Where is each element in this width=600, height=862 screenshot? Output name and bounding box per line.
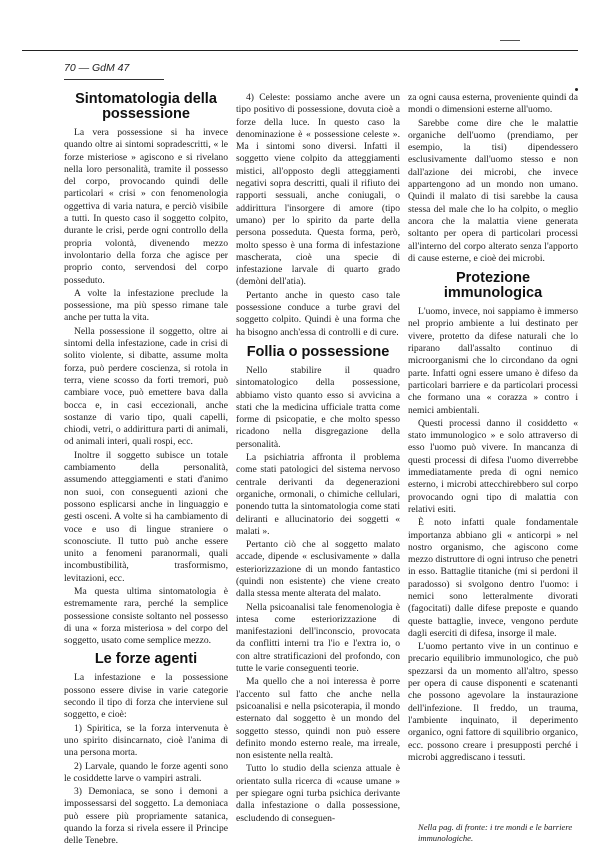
section-heading-sintomatologia: Sintomatologia della possessione (75, 91, 217, 122)
section-heading-follia: Follia o possessione (246, 343, 390, 360)
list-item: 1) Spiritica, se la forza intervenuta è uno spirito disincarnato, cioè l'anima di una persona morta. (64, 722, 228, 759)
paragraph: 4) Celeste: possiamo anche avere un tipo positivo di possessione, dovuta cioè a forze della luce. In questo caso la denominazione è « possessione celeste ». Ma i sintomi sono diversi. Infatti il soggetto viene colpito da atteggiamenti mistici, all'opposto degli atteggiamenti negativi sopra descritti, quali il rifiuto dei rapporti sessuali, anche coniugali, o addirittura l'insorgere di amore (tipo umano) per lo spirito da parte della persona posseduta. Questa forma, però, molto spesso è una forma di infestazione mascherata, cioè una specie di infestazione larvale di quarto grado (demòni dell'atia). (236, 92, 400, 288)
paragraph: La vera possessione si ha invece quando oltre ai sintomi sopradescritti, « le forze misteriose » agiscono e si rivelano nella loro personalità, tramite il possesso del corpo, provocando quindi delle particolari « crisi » con fenomenologia oggettiva di varia natura, e perciò visibile a tutti. In questo caso il soggetto colpito, durante le crisi, perde ogni controllo della propria volontà, divenendo mezzo involontario della forza che agisce per proprio conto, servendosi del corpo posseduto. (64, 127, 228, 286)
list-item: 2) Larvale, quando le forze agenti sono le cosiddette larve o vampiri astrali. (64, 760, 228, 784)
paragraph: L'uomo, invece, noi sappiamo è immerso nel proprio ambiente a lui destinato per vivere, protetto da difese naturali che lo riparano dall'assalto continuo di microorganismi che lo circondano da ogni parte. Infatti ogni essere umano è difeso da particolari barriere e da particolari processi che formano una « corazza » contro i nemici ambientali. (408, 306, 578, 416)
paragraph: Nella psicoanalisi tale fenomenologia è intesa come esteriorizzazione di manifestazioni dell'inconscio, provocata da conflitti interni tra l'io e l'extra io, o con altre stratificazioni del profondo, con tutte le varie conseguenti teorie. (236, 601, 400, 675)
paragraph: Pertanto ciò che al soggetto malato accade, dipende « esclusivamente » dalla esteriorizzazione di un mondo fantastico (quindi non esistente) che viene creato dalla stessa mente alterata del malato. (236, 539, 400, 600)
page-folio: 70 — GdM 47 (64, 62, 130, 74)
paragraph: Sarebbe come dire che le malattie organiche dell'uomo (prendiamo, per esempio, la tisi) dipendessero esclusivamente dall'uomo stesso e non dall'azione dei microbi, che invece appartengono ad un mondo non umano. Quindi il malato di tisi sarebbe la causa stessa del male che lo ha colpito, o meglio ancora che la malattia viene generata soltanto per opera di particolari processi all'interno del corpo alterato senza l'apporto di cause esterne, e cioè dei microbi. (408, 117, 578, 264)
list-item: 3) Demoniaca, se sono i demoni a impossessarsi del soggetto. La demoniaca può essere più propriamente satanica, quando la forza si rivela essere il Principe delle Tenebre. (64, 786, 228, 847)
paragraph: Ma questa ultima sintomatologia è estremamente rara, perché la semplice possessione consiste soltanto nel possesso di una « forza misteriosa » del corpo del soggetto, usato come semplice mezzo. (64, 585, 228, 647)
paragraph: za ogni causa esterna, proveniente quindi da mondi o dimensioni esterne all'uomo. (408, 92, 578, 116)
paragraph: Pertanto anche in questo caso tale possessione conduce a turbe gravi del soggetto colpito. Quindi è una forma che ha bisogno anch'essa di controlli e di cure. (236, 289, 400, 338)
section-body-sintomatologia (64, 127, 228, 647)
section-body-forze-agenti (64, 672, 228, 847)
paragraph: È noto infatti quale fondamentale importanza abbiano gli « anticorpi » nel nostro organismo, che agiscono come mezzo distruttore di ogni intruso che penetri in esso. Battaglie titaniche (mi si perdoni il paradosso) si svolgono dentro l'uomo: i nemici sono letteralmente divorati (fagocitati) dalle difese preposte e quando queste battaglie, invece, vengono perdute dagli eserciti di difesa, insorge il male. (408, 517, 578, 639)
section-body-follia (236, 365, 400, 825)
section-body-protezione (408, 306, 578, 764)
figure-caption: Nella pag. di fronte: i tre mondi e le barriere immunologiche. (418, 822, 573, 843)
paragraph: L'uomo pertanto vive in un continuo e precario equilibrio immunologico, che può spezzarsi da un momento all'altro, spesso per opera di cause disponenti e scatenanti che possono agevolare la instaurazione dell'infezione. Il freddo, un trauma, l'ambiente inquinato, il deperimento organico, ogni fattore di squilibrio organico, ecc. possono creare i presupposti perché i microbi aggrediscano i tessuti. (408, 641, 578, 763)
column-3 (408, 92, 578, 765)
paragraph: Nella possessione il soggetto, oltre ai sintomi della infestazione, cade in crisi di solito violente, si dibatte, assume molta forza, può perdere coscienza, si rotola in terra, viene scosso da forti tremori, può cambiare voce, può emettere bava dalla bocca e, in casi eccezionali, anche sostanze di vario tipo, quali capelli, chiodi, vetri, o addirittura parti di animali, od animali interi, quali rospi, ecc. (64, 325, 228, 448)
section-body-continued (236, 92, 400, 339)
paragraph: Questi processi danno il cosiddetto « stato immunologico » e solo attraverso di esso l'uomo può vivere. In mancanza di questi processi di difesa l'uomo diverrebbe immediatamente preda di ogni nemico esterno, i microbi attecchirebbero sul corpo provocando ogni tipo di malattia con relativi esiti. (408, 417, 578, 515)
top-dash (500, 40, 520, 41)
column-2 (236, 92, 400, 826)
paragraph: Tutto lo studio della scienza attuale è orientato sulla ricerca di «cause umane » per spiegare ogni turba psichica derivante dalla infestazione o dalla possessione, escludendo di conseguen- (236, 763, 400, 824)
paragraph: La psichiatria affronta il problema come stati patologici del sistema nervoso centrale derivanti da degenerazioni organiche, ormonali, o chimiche cellulari, ponendo tutta la sintomatologia come stati deliranti e allucinatorio dei soggetti « malati ». (236, 452, 400, 537)
paragraph: La infestazione e la possessione possono essere divise in varie categorie secondo il tipo di forza che interviene sul soggetto, e cioè: (64, 672, 228, 721)
header-rule (22, 50, 578, 51)
column-1 (64, 92, 228, 849)
paragraph: Inoltre il soggetto subisce un totale cambiamento della personalità, assumendo atteggiamenti e stati d'animo non suoi, con conseguenti azioni che possono esplicarsi anche in linguaggio e gesti osceni. A volte si ha cambiamento di voce e uso di lingue straniere o sconosciute. Il tutto può anche essere unito a fenomeni paranormali, quali incombustibilità, trasformismo, levitazioni, ecc. (64, 449, 228, 584)
paragraph: A volte la infestazione preclude la possessione, ma più spesso rimane tale anche per tutta la vita. (64, 287, 228, 324)
paragraph: Nello stabilire il quadro sintomatologico della possessione, abbiamo visto quanto esso si avvicina a stati che la medicina ufficiale tratta come forme di psicopatie, e che molto spesso ricadono nella disgregazione della personalità. (236, 364, 400, 450)
section-heading-forze-agenti: Le forze agenti (94, 651, 198, 668)
section-heading-protezione: Protezione immunologica (443, 270, 543, 302)
margin-mark (575, 88, 578, 91)
paragraph: Ma quello che a noi interessa è porre l'accento sul fatto che anche nella psicoanalisi e nella psicoterapia, il mondo esternato dal soggetto è un mondo del soggetto stesso, quindi non può essere definito mondo esterno reale, ma irreale, non esistente nella realtà. (236, 676, 400, 762)
section-body-continued-3 (408, 92, 578, 265)
folio-underline (64, 79, 164, 80)
